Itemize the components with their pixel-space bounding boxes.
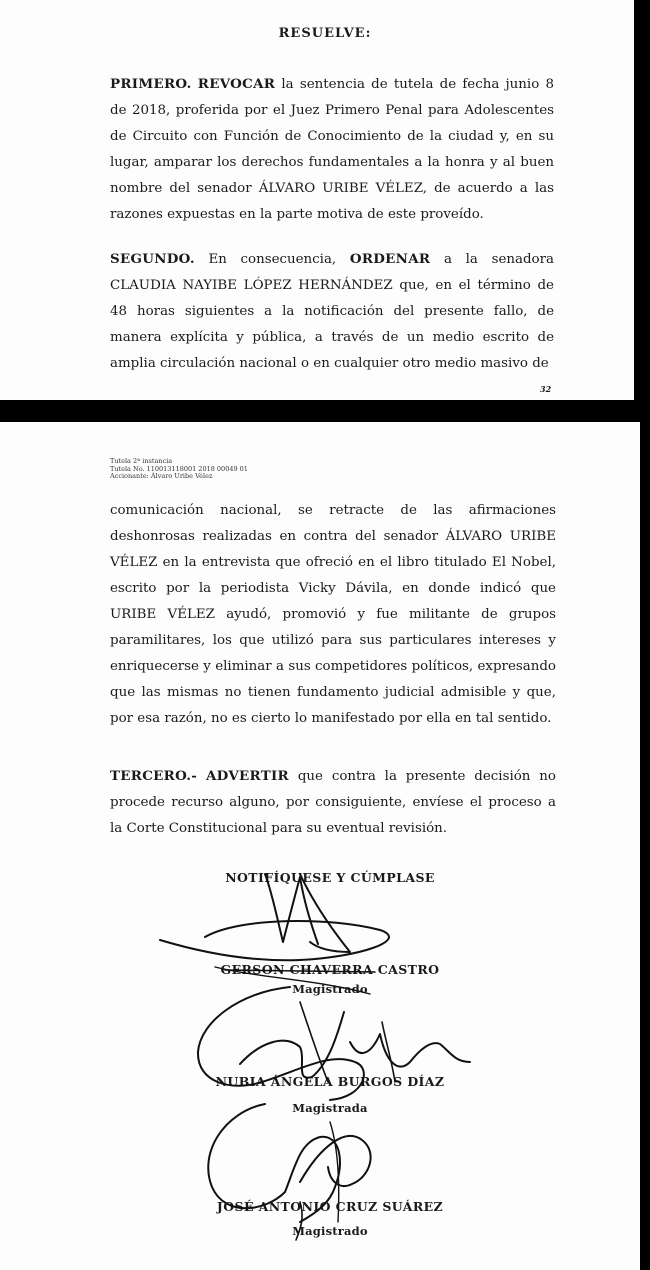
- document-page-2: [0, 422, 640, 1270]
- signatory-3-name: JOSÉ ANTONIO CRUZ SUÁREZ: [216, 1199, 444, 1214]
- tercero-verb: ADVERTIR: [205, 768, 289, 784]
- signatory-2-name: NUBIA ÁNGELA BURGOS DÍAZ: [215, 1074, 445, 1089]
- signatory-1-name: GERSON CHAVERRA CASTRO: [220, 962, 440, 977]
- resolution-heading: RESUELVE:: [278, 26, 372, 41]
- segundo-verb: ORDENAR: [349, 251, 431, 267]
- signatory-1-title: Magistrado: [292, 982, 368, 996]
- segundo-label: SEGUNDO.: [110, 251, 195, 267]
- segundo-pre: En consecuencia,: [194, 252, 350, 267]
- paragraph-segundo: [110, 246, 554, 377]
- paragraph-primero: [110, 71, 554, 228]
- tercero-label: TERCERO.-: [110, 768, 198, 784]
- signatory-2-title: Magistrada: [292, 1101, 368, 1115]
- running-head: [110, 458, 248, 481]
- signature-3: [208, 1104, 370, 1240]
- page-number: 32: [540, 384, 552, 394]
- closing-formula: NOTIFÍQUESE Y CÚMPLASE: [225, 870, 435, 885]
- running-head-line-2: Tutela No. 110013118001 2018 00049 01: [110, 464, 248, 473]
- running-head-line-1: Tutela 2ª instancia: [110, 457, 173, 465]
- signatory-3-title: Magistrado: [292, 1224, 368, 1238]
- running-head-line-3: Accionante: Álvaro Uribe Vélez: [110, 472, 213, 480]
- segundo-text: a la senadora CLAUDIA NAYIBE LÓPEZ HERNÁNDEZ que, en el término de 48 horas siguientes a la notificación del presente fallo, de manera explícita y pública, a través de un medio escrito de amplia circulación nacional o en cualquier otro medio masivo de: [110, 252, 554, 371]
- primero-text: la sentencia de tutela de fecha junio 8 de 2018, proferida por el Juez Primero Penal para Adolescentes de Circuito con Función de Conocimiento de la ciudad y, en su lugar, amparar los derechos fundamentales a la honra y al buen nombre del senador ÁLVARO URIBE VÉLEZ, de acuerdo a las razones expuestas en la parte motiva de este proveído.: [110, 77, 554, 222]
- paragraph-continuation: comunicación nacional, se retracte de las afirmaciones deshonrosas realizadas en contra del senador ÁLVARO URIBE VÉLEZ en la entrevista que ofreció en el libro titulado El Nobel, escrito por la periodista Vicky Dávila, en donde indicó que URIBE VÉLEZ ayudó, promovió y fue militante de grupos paramilitares, los que utilizó para sus particulares intereses y enriquecerse y eliminar a sus competidores políticos, expresando que las mismas no tienen fundamento judicial admisible y que, por esa razón, no es cierto lo manifestado por ella en tal sentido.: [110, 503, 556, 726]
- paragraph-tercero: [110, 763, 556, 842]
- tercero-text: que contra la presente decisión no procede recurso alguno, por consiguiente, envíese el proceso a la Corte Constitucional para su eventual revisión.: [110, 769, 556, 836]
- document-page-1: [0, 0, 634, 400]
- primero-label: PRIMERO.: [110, 76, 192, 92]
- primero-verb: REVOCAR: [197, 76, 276, 92]
